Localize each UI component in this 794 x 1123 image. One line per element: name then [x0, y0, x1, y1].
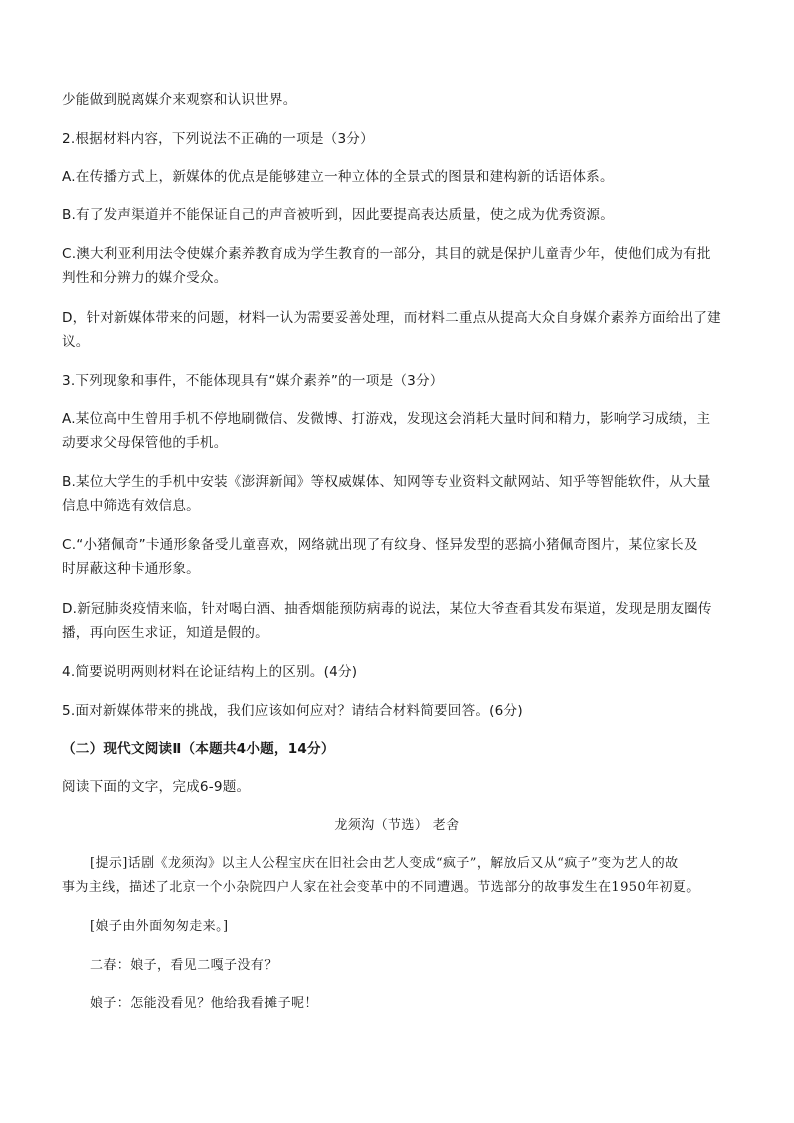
option-3a-line2: 动要求父母保管他的手机。 — [62, 435, 228, 451]
tip-line2: 事为主线，描述了北京一个小杂院四户人家在社会变革中的不同遭遇。节选部分的故事发生在1950年初夏。 — [62, 880, 700, 895]
option-2d-line1: D，针对新媒体带来的问题，材料一认为需要妥善处理，而材料二重点从提高大众自身媒介素养方面给出了建 — [62, 310, 721, 326]
option-3b-line1: B.某位大学生的手机中安装《澎湃新闻》等权威媒体、知网等专业资料文献网站、知乎等智能软件，从大量 — [62, 474, 711, 490]
option-3d-line2: 播，再向医生求证，知道是假的。 — [62, 625, 269, 641]
option-2b: B.有了发声渠道并不能保证自己的声音被听到，因此要提高表达质量，使之成为优秀资源。 — [62, 207, 614, 223]
option-3c-line1: C.“小猪佩奇”卡通形象备受儿童喜欢，网络就出现了有纹身、怪异发型的恶搞小猪佩奇图片，某位家长及 — [62, 537, 698, 553]
option-3c-line2: 时屏蔽这种卡通形象。 — [62, 561, 200, 577]
option-3a-line1: A.某位高中生曾用手机不停地刷微信、发微博、打游戏，发现这会消耗大量时间和精力，影响学习成绩，主 — [62, 411, 711, 427]
question-3: 3.下列现象和事件，不能体现具有“媒介素养”的一项是（3分） — [62, 373, 444, 389]
question-5: 5.面对新媒体带来的挑战，我们应该如何应对？请结合材料简要回答。(6分) — [62, 703, 523, 719]
question-4: 4.简要说明两则材料在论证结构上的区别。(4分) — [62, 664, 358, 680]
option-2c-line1: C.澳大利亚利用法令使媒介素养教育成为学生教育的一部分，其目的就是保护儿童青少年，使他们成为有批 — [62, 246, 711, 262]
option-2d-line2: 议。 — [62, 334, 90, 350]
text-line: 少能做到脱离媒介来观察和认识世界。 — [62, 92, 297, 108]
question-2: 2.根据材料内容，下列说法不正确的一项是（3分） — [62, 131, 374, 147]
stage-direction: [娘子由外面匆匆走来。] — [90, 919, 229, 934]
option-2a: A.在传播方式上，新媒体的优点是能够建立一种立体的全景式的图景和建构新的话语体系。 — [62, 169, 614, 185]
dialog-line: 娘子：怎能没看见？他给我看摊子呢！ — [90, 996, 318, 1011]
option-3b-line2: 信息中筛选有效信息。 — [62, 498, 200, 514]
option-3d-line1: D.新冠肺炎疫情来临，针对喝白酒、抽香烟能预防病毒的说法，某位大爷查看其发布渠道，发现是朋友圈传 — [62, 601, 712, 617]
dialog-line: 二春：娘子，看见二嘎子没有？ — [90, 958, 278, 973]
passage-title: 龙须沟（节选） 老舍 — [334, 818, 460, 833]
section-heading: （二）现代文阅读Ⅱ（本题共4小题，14分） — [62, 741, 335, 757]
tip-line1: [提示]话剧《龙须沟》以主人公程宝庆在旧社会由艺人变成“疯子”，解放后又从“疯子”变为艺人的故 — [90, 856, 679, 871]
option-2c-line2: 判性和分辨力的媒介受众。 — [62, 270, 228, 286]
reading-instruction: 阅读下面的文字，完成6-9题。 — [62, 779, 251, 795]
